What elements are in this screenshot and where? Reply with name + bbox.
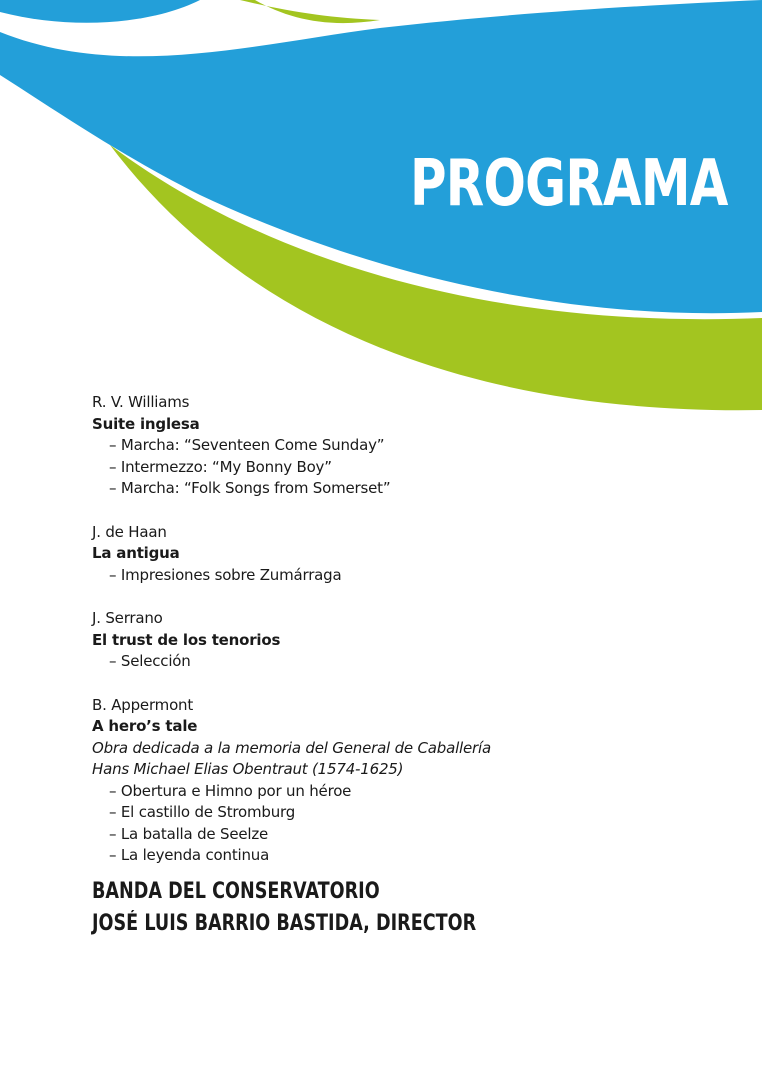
work-title: Suite inglesa: [92, 414, 200, 433]
program-list: [92, 392, 712, 889]
movement: – Impresiones sobre Zumárraga: [92, 565, 712, 587]
movement: – Intermezzo: “My Bonny Boy”: [92, 457, 712, 479]
work-title: La antigua: [92, 544, 180, 562]
director-name: JOSÉ LUIS BARRIO BASTIDA, DIRECTOR: [92, 911, 477, 936]
movement: – La leyenda continua: [92, 845, 712, 867]
work-dedication: Hans Michael Elias Obentraut (1574-1625): [92, 760, 404, 778]
movement: – La batalla de Seelze: [92, 824, 712, 846]
program-piece: [92, 522, 712, 587]
work-dedication: Obra dedicada a la memoria del General de Caballería: [92, 738, 491, 757]
ensemble-name: BANDA DEL CONSERVATORIO: [92, 879, 380, 904]
top-green-arc: [240, 0, 380, 23]
movement: – Marcha: “Seventeen Come Sunday”: [92, 435, 712, 457]
composer: J. de Haan: [92, 522, 167, 541]
movement: – Marcha: “Folk Songs from Somerset”: [92, 478, 712, 500]
top-blue-arc: [0, 0, 200, 23]
program-piece: [92, 608, 712, 673]
movement: – Obertura e Himno por un héroe: [92, 781, 712, 803]
work-title: A hero’s tale: [92, 717, 198, 735]
work-title: El trust de los tenorios: [92, 630, 281, 649]
program-piece: [92, 695, 712, 867]
movement: – El castillo de Stromburg: [92, 802, 712, 824]
composer: B. Appermont: [92, 695, 194, 714]
composer: J. Serrano: [92, 609, 163, 627]
program-piece: [92, 392, 712, 500]
composer: R. V. Williams: [92, 393, 190, 411]
performer-credits: [92, 876, 572, 940]
page-title: PROGRAMA: [410, 147, 728, 221]
movement: – Selección: [92, 651, 712, 673]
